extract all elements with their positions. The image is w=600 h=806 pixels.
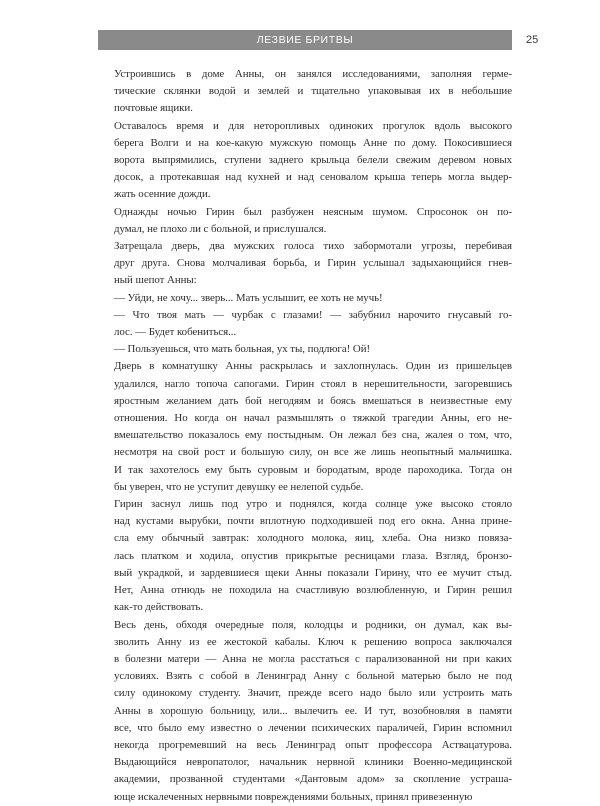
text-line: условиях. Взять с собой в Ленинград Анну с больной матерью было не под [114, 670, 512, 683]
text-line: все, что было ему известно о лечении психических параличей, Гирин вспомнил [114, 721, 512, 734]
text-line: жать осенние дожди. [114, 188, 211, 201]
text-line: удалился, нагло топоча сапогами. Гирин стоял в нерешительности, загоревшись [114, 377, 512, 390]
text-line: лос. — Будет кобениться... [114, 326, 237, 339]
paragraph [98, 307, 512, 341]
text-line: — Пользуешься, что мать больная, ух ты, подлюга! Ой! [114, 343, 371, 356]
text-line: силу одинокому студенту. Значит, прежде всего надо было или устроить мать [114, 687, 512, 700]
text-line: берега Волги и на кое-какую мужскую помощь Анне по дому. Покосившиеся [114, 136, 512, 149]
text-line: академии, прозванной студентами «Дантовым адом» за скопление устраша- [114, 773, 512, 786]
text-line: вмешательство показалось ему постыдным. Он лежал без сна, жалея о том, что, [114, 429, 512, 442]
text-line: зволить Анну из ее жестокой кабалы. Ключ к решению вопроса заключался [114, 635, 512, 648]
text-line: почтовые ящики. [114, 102, 193, 115]
text-line: И так захотелось ему быть суровым и бородатым, вроде пароходика. Тогда он [114, 463, 512, 476]
paragraph [98, 118, 512, 204]
running-header-bar [98, 30, 512, 50]
text-line: несмотря на свой рост и большую силу, он все же лишь неопытный мальчишка. [114, 446, 512, 459]
text-line: — Уйди, не хочу... зверь... Мать услышит, ее хоть не мучь! [114, 291, 383, 304]
text-line: Дверь в комнатушку Анны раскрылась и захлопнулась. Один из пришельцев [114, 360, 512, 373]
text-line: над кустами вырубки, почти вплотную подходившей под его окна. Анна прине- [114, 515, 512, 528]
text-line: как-то действовать. [114, 601, 204, 614]
text-line: Нет, Анна отнюдь не походила на счастливую возлюбленную, и Гирин решил [114, 584, 512, 597]
text-line: сла ему обычный завтрак: холодного молока, яиц, хлеба. Она низко повяза- [114, 532, 512, 545]
text-line: друг друга. Снова молчаливая борьба, и Гирин услышал задыхающийся гнев- [114, 257, 512, 270]
page-number: 25 [526, 34, 539, 46]
text-line: Затрещала дверь, два мужских голоса тихо забормотали угрозы, перебивая [114, 240, 512, 253]
text-line: — Что твоя мать — чурбак с глазами! — забубнил нарочито гнусавый го- [114, 308, 512, 321]
running-header-title: ЛЕЗВИЕ БРИТВЫ [256, 34, 354, 46]
text-line: Гирин заснул лишь под утро и поднялся, когда солнце уже высоко стояло [114, 498, 512, 511]
text-line: некогда прогремевший на весь Ленинград опыт профессора Аствацатурова. [114, 738, 512, 751]
text-line: бы уверен, что не уступит девушку ее нелепой судьбе. [114, 480, 364, 493]
text-line: Весь день, обходя очередные поля, колодцы и родники, он думал, как вы- [114, 618, 512, 631]
paragraph [98, 238, 512, 290]
text-line: ворота выпрямились, ступени заднего крыльца белели свежим деревом новых [114, 154, 512, 167]
text-line: в болезни матери — Анна не могла расстаться с парализованной ни при каких [114, 652, 512, 665]
text-line: лась платком и ходила, опустив прикрытые ресницами глаза. Взгляд, бронзо- [114, 549, 512, 562]
paragraph [98, 617, 512, 806]
text-line: ный шепот Анны: [114, 274, 197, 287]
text-line: яростным желанием дать бой негодяям и боясь вмешаться в неизвестные ему [114, 394, 512, 407]
text-line: вый украдкой, и зардевшиеся щеки Анны показали Гирину, что ее мучит стыд. [114, 566, 512, 579]
text-line: Однажды ночью Гирин был разбужен неясным шумом. Спросонок он по- [114, 205, 512, 218]
text-line: тические склянки водой и землей и тщательно упаковывая их в небольшие [114, 85, 512, 98]
text-line: отношения. Но когда он начал размышлять о тяжкой трагедии Анны, его не- [114, 412, 512, 425]
paragraph [98, 358, 512, 496]
paragraph [98, 204, 512, 238]
text-line: Оставалось время и для неторопливых одиноких прогулок вдоль высокого [114, 119, 512, 132]
text-line: думал, не плохо ли с больной, и прислушался. [114, 222, 327, 235]
paragraph [98, 496, 512, 616]
paragraph [98, 290, 512, 307]
paragraph [98, 66, 512, 118]
text-line: Выдающийся невропатолог, начальник нервной клиники Военно-медицинской [114, 756, 512, 769]
text-line: Анны в хорошую больницу, или... вылечить ее. И тут, возобновляя в памяти [114, 704, 512, 717]
text-line: Устроившись в доме Анны, он занялся исследованиями, заполняя гермe- [114, 68, 512, 80]
body-text [98, 66, 512, 806]
paragraph [98, 341, 512, 358]
text-line: досок, а протекавшая над кухней и над сеновалом крыша теперь могла выдер- [114, 171, 512, 184]
text-line: юще искалеченных нервными повреждениями больных, принял привезенную [114, 790, 473, 803]
